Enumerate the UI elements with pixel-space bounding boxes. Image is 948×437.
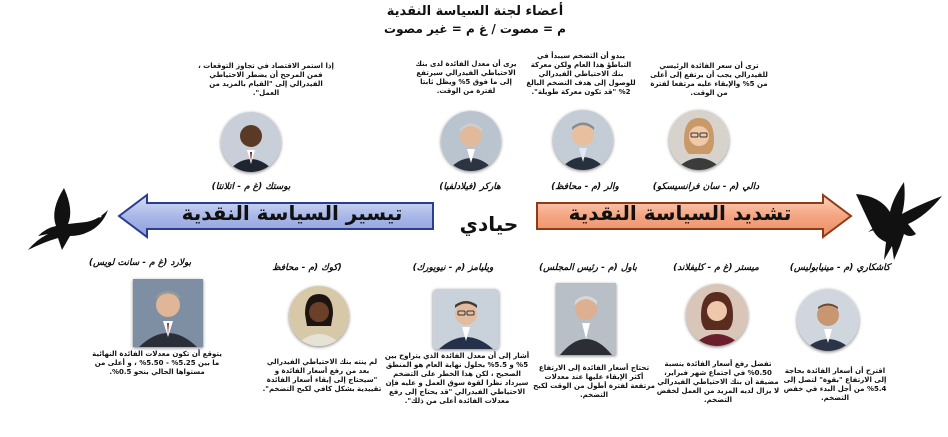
powell-photo [556,283,616,355]
daly-photo [669,110,729,170]
tightening-label: تشديد السياسة النقدية [568,201,792,225]
quote-bullard: يتوقع أن تكون معدلات الفائدة النهائية ما بين 5.25% - 5.50% ، و أعلى من مستواها الحالي بنحو 0.5%. [92,350,222,376]
woman-portrait-icon [686,284,748,346]
easing-arrow [117,193,435,239]
name-kashkari: كاشكاري (م - مينيابوليس) [789,263,891,273]
quote-mester: تفضل رفع أسعار الفائدة بنسبة 0.50% في اجتماع شهر فبراير، مضيفة أن بنك الاحتياطي الفيدرالي لا يزال لديه المزيد من العمل لخفض التضخم. [656,360,780,404]
man-portrait-icon [133,279,203,347]
easing-label: تيسير السياسة النقدية [181,201,403,225]
woman-portrait-icon [289,286,349,346]
man-portrait-icon [553,110,613,170]
bostic-photo [221,112,281,172]
bullard-photo [133,279,203,347]
page-title: أعضاء لجنة السياسة النقدية [386,4,564,19]
man-dark-suit-portrait-icon [221,112,281,172]
dove-icon [4,180,114,260]
quote-harker: يرى أن معدل الفائدة لدى بنك الاحتياطي الفيدرالي سيرتفع إلى ما فوق 5% ويظل ثابتا لفترة من الوقت. [415,60,517,95]
name-mester: ميستر (غ م - كليفلاند) [673,263,759,273]
quote-waller: يبدو أن التضخم سيبدأ في التباطؤ هذا العام ولكن معركة بنك الاحتياطي الفيدرالي للوصول إلى هدف التضخم البالغ 2% "قد تكون معركة طويلة". [526,52,636,96]
cook-photo [289,286,349,346]
hawk-icon [846,176,946,272]
quote-powell: تحتاج أسعار الفائدة إلى الارتفاع أكثر الإبقاء عليها عند معدلات مرتفعة لفترة أطول من الوقت لكبح التضخم. [533,364,655,399]
name-williams: ويليامز (م - نيويورك) [412,263,494,273]
waller-photo [553,110,613,170]
name-waller: والر (م - محافظ) [551,182,619,192]
name-harker: هاركر (فيلادلفيا) [439,182,501,192]
woman-glasses-portrait-icon [669,110,729,170]
man-gray-hair-portrait-icon [441,111,501,171]
kashkari-photo [797,289,859,351]
mester-photo [686,284,748,346]
name-daly: دالي (م - سان فرانسيسكو) [652,182,760,192]
quote-cook: لم ينته بنك الاحتياطي الفيدرالي بعد من رفع أسعار الفائدة و "سيحتاج إلى إبقاء أسعار الفائدة تقييدية بشكل كافي لكبح التضخم". [262,358,382,393]
man-gray-hair-portrait-icon [556,283,616,355]
neutral-label: حيادي [459,212,519,236]
name-powell: باول (م - رئيس المجلس) [539,263,637,273]
tightening-arrow [535,193,853,239]
name-bullard: بولارد (غ م - سانت لويس) [88,258,192,268]
williams-photo [433,289,499,349]
harker-photo [441,111,501,171]
quote-daly: ترى أن سعر الفائدة الرئيسي للفيدرالي يجب أن يرتفع إلى أعلى من 5% والإبقاء عليه مرتفعا لفترة من الوقت. [650,62,768,97]
name-bostic: بوستك (غ م - اتلانتا) [211,182,291,192]
name-cook: (كوك (م - محافظ [272,263,342,273]
voting-legend: م = مصوت / غ م = غير مصوت [384,22,566,36]
quote-bostic: إذا استمر الاقتصاد في تجاوز التوقعات ، فمن المرجح أن يضطر الاحتياطي الفيدرالي إلى "القيام بالمزيد من العمل". [198,62,334,97]
man-portrait-icon [797,289,859,351]
man-glasses-portrait-icon [433,289,499,349]
quote-kashkari: اقترح أن أسعار الفائدة بحاجة إلى الارتفاع "بقوة" لتصل إلى 5.4% من أجل البدء في خفض التضخم. [783,367,887,402]
quote-williams: أشار إلى أن معدل الفائدة الذي يتراوح بين 5% و 5.5% بحلول نهاية العام هو المنطق الصحيح ، لكن هذا الخطر على التضخم سيزداد نظرا لقوة سوق العمل و عليه فإن الاحتياطي الفيدرالي "قد يحتاج إلى رفع معدلات الفائدة أعلى من ذلك". [384,352,530,405]
